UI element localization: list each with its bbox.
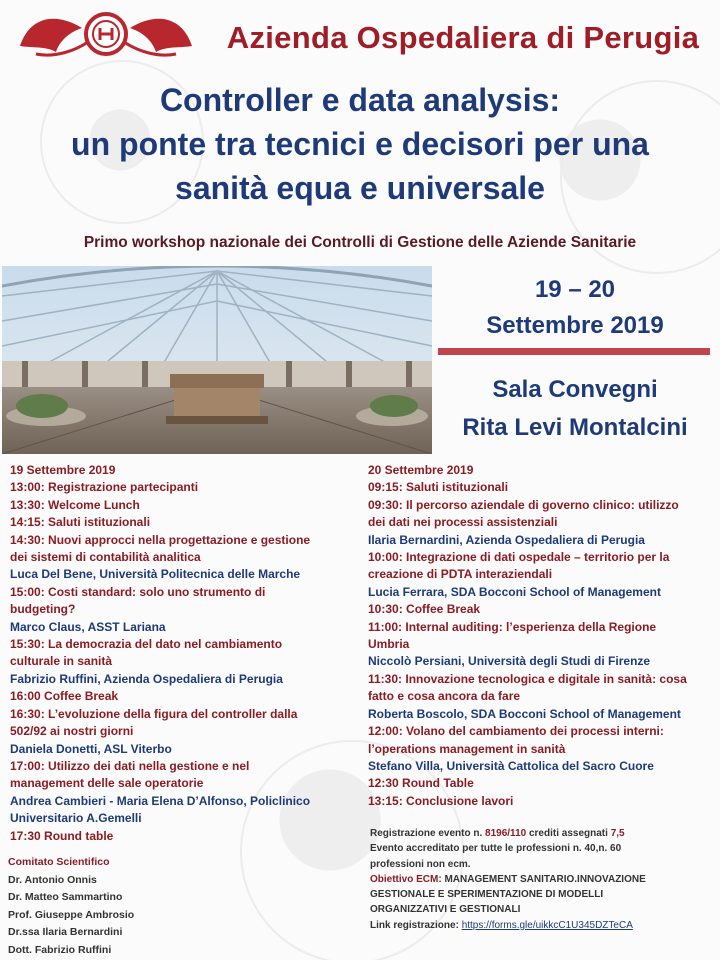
credits-value: 7,5 xyxy=(610,828,625,839)
speaker-line: Roberta Boscolo, SDA Bocconi School of Management xyxy=(368,706,681,721)
registration-link[interactable]: https://forms.gle/uikkcC1U345DZTeCA xyxy=(461,919,633,931)
committee-member: Dr. Matteo Sammartino xyxy=(8,891,123,903)
agenda-line: budgeting? xyxy=(10,602,76,617)
agenda-line: 10:00: Integrazione di dati ospedale – territorio per la xyxy=(368,550,670,565)
day-heading: 19 Settembre 2019 xyxy=(10,463,116,477)
agenda-line: 16:00 Coffee Break xyxy=(10,689,119,704)
speaker-line: Lucia Ferrara, SDA Bocconi School of Management xyxy=(368,584,661,599)
agenda-line: 12:30 Round Table xyxy=(368,776,474,791)
agenda-line: 13:15: Conclusione lavori xyxy=(368,793,514,808)
committee-member: Dr.ssa Ilaria Bernardini xyxy=(8,926,123,938)
agenda-line: fatto e cosa ancora da fare xyxy=(368,689,521,704)
registration-line: Evento accreditato per tutte le professioni n. 40,n. 60 xyxy=(370,843,622,855)
agenda-line: 11:30: Innovazione tecnologica e digitale in sanità: cosa xyxy=(368,671,687,686)
registration-line: GESTIONALE E SPERIMENTAZIONE DI MODELLI xyxy=(370,889,604,901)
title-line: Controller e data analysis: xyxy=(159,82,561,118)
committee-heading: Comitato Scientifico xyxy=(8,856,110,868)
agenda-line: 502/92 ai nostri giorni xyxy=(10,724,134,739)
divider xyxy=(438,348,710,355)
title-line: un ponte tra tecnici e decisori per una xyxy=(71,126,649,162)
program-day2 xyxy=(368,462,713,810)
event-number: 8196/110 xyxy=(485,828,527,839)
agenda-line: 14:15: Saluti istituzionali xyxy=(10,515,151,530)
program-list xyxy=(10,479,360,845)
speaker-line: Luca Del Bene, Università Politecnica delle Marche xyxy=(10,567,301,582)
registration-info xyxy=(370,826,710,933)
speaker-line: Marco Claus, ASST Lariana xyxy=(10,619,166,634)
registration-line: ORGANIZZATIVI E GESTIONALI xyxy=(370,904,521,916)
event-date: 19 – 20 xyxy=(534,276,616,303)
agenda-line: 09:30: Il percorso aziendale di governo clinico: utilizzo xyxy=(368,497,679,512)
agenda-line: 09:15: Saluti istituzionali xyxy=(368,480,509,495)
registration-text: crediti assegnati xyxy=(526,828,611,839)
speaker-line: Andrea Cambieri - Maria Elena D’Alfonso, Policlinico xyxy=(10,793,311,808)
event-date: Settembre 2019 xyxy=(486,312,664,339)
committee-member: Prof. Giuseppe Ambrosio xyxy=(8,908,135,921)
agenda-line: 13:30: Welcome Lunch xyxy=(10,497,140,512)
agenda-line: 17:30 Round table xyxy=(10,828,114,843)
page-title xyxy=(20,78,700,210)
speaker-line: Stefano Villa, Università Cattolica del Sacro Cuore xyxy=(368,758,654,773)
agenda-line: 14:30: Nuovi approcci nella progettazione e gestione xyxy=(10,532,311,547)
agenda-line: 16:30: L’evoluzione della figura del controller dalla xyxy=(10,706,298,721)
agenda-line: management delle sale operatorie xyxy=(10,776,204,791)
agenda-line: 10:30: Coffee Break xyxy=(368,602,481,617)
registration-line: professioni non ecm. xyxy=(370,858,471,870)
ecm-label: Obiettivo ECM: xyxy=(370,873,442,885)
agenda-line: dei dati nei processi assistenziali xyxy=(368,515,558,530)
registration-link-label: Link registrazione: xyxy=(370,919,462,931)
agenda-line: 15:00: Costi standard: solo uno strumento di xyxy=(10,584,266,599)
speaker-line: Niccolò Persiani, Università degli Studi di Firenze xyxy=(368,654,651,669)
agenda-line: dei sistemi di contabilità analitica xyxy=(10,550,201,565)
program-day1 xyxy=(10,462,360,845)
committee-member: Dott. Fabrizio Ruffini xyxy=(8,943,112,956)
agenda-line: 13:00: Registrazione partecipanti xyxy=(10,480,199,495)
day-heading: 20 Settembre 2019 xyxy=(368,463,474,477)
registration-line xyxy=(370,872,710,887)
speaker-line: Daniela Donetti, ASL Viterbo xyxy=(10,741,172,756)
committee-member: Dr. Antonio Onnis xyxy=(8,873,97,886)
agenda-line: 17:00: Utilizzo dei dati nella gestione e nel xyxy=(10,758,250,773)
registration-line xyxy=(370,918,710,933)
venue-photo xyxy=(2,266,432,454)
agenda-line: culturale in sanità xyxy=(10,654,113,669)
agenda-line: 15:30: La democrazia del dato nel cambiamento xyxy=(10,637,283,652)
event-venue: Rita Levi Montalcini xyxy=(462,414,688,441)
scientific-committee xyxy=(8,854,208,959)
title-line: sanità equa e universale xyxy=(175,170,545,206)
agenda-line: creazione di PDTA interaziendali xyxy=(368,567,553,582)
agenda-line: 11:00: Internal auditing: l’esperienza della Regione xyxy=(368,619,657,634)
registration-line xyxy=(370,826,710,841)
speaker-line: Universitario A.Gemelli xyxy=(10,811,142,826)
agenda-line: Umbria xyxy=(368,637,410,652)
organization-name: Azienda Ospedaliera di Perugia xyxy=(226,20,700,55)
hospital-crest-logo-icon xyxy=(16,6,196,62)
registration-text: Registrazione evento n. xyxy=(370,828,486,839)
subtitle: Primo workshop nazionale dei Controlli di Gestione delle Aziende Sanitarie xyxy=(83,234,637,251)
agenda-line: 12:00: Volano del cambiamento dei processi interni: xyxy=(368,724,664,739)
speaker-line: Ilaria Bernardini, Azienda Ospedaliera di Perugia xyxy=(368,532,645,547)
event-venue: Sala Convegni xyxy=(492,376,658,403)
program-list xyxy=(368,479,713,810)
ecm-objective: MANAGEMENT SANITARIO.INNOVAZIONE xyxy=(441,873,646,885)
agenda-line: l’operations management in sanità xyxy=(368,741,566,756)
speaker-line: Fabrizio Ruffini, Azienda Ospedaliera di Perugia xyxy=(10,671,283,686)
